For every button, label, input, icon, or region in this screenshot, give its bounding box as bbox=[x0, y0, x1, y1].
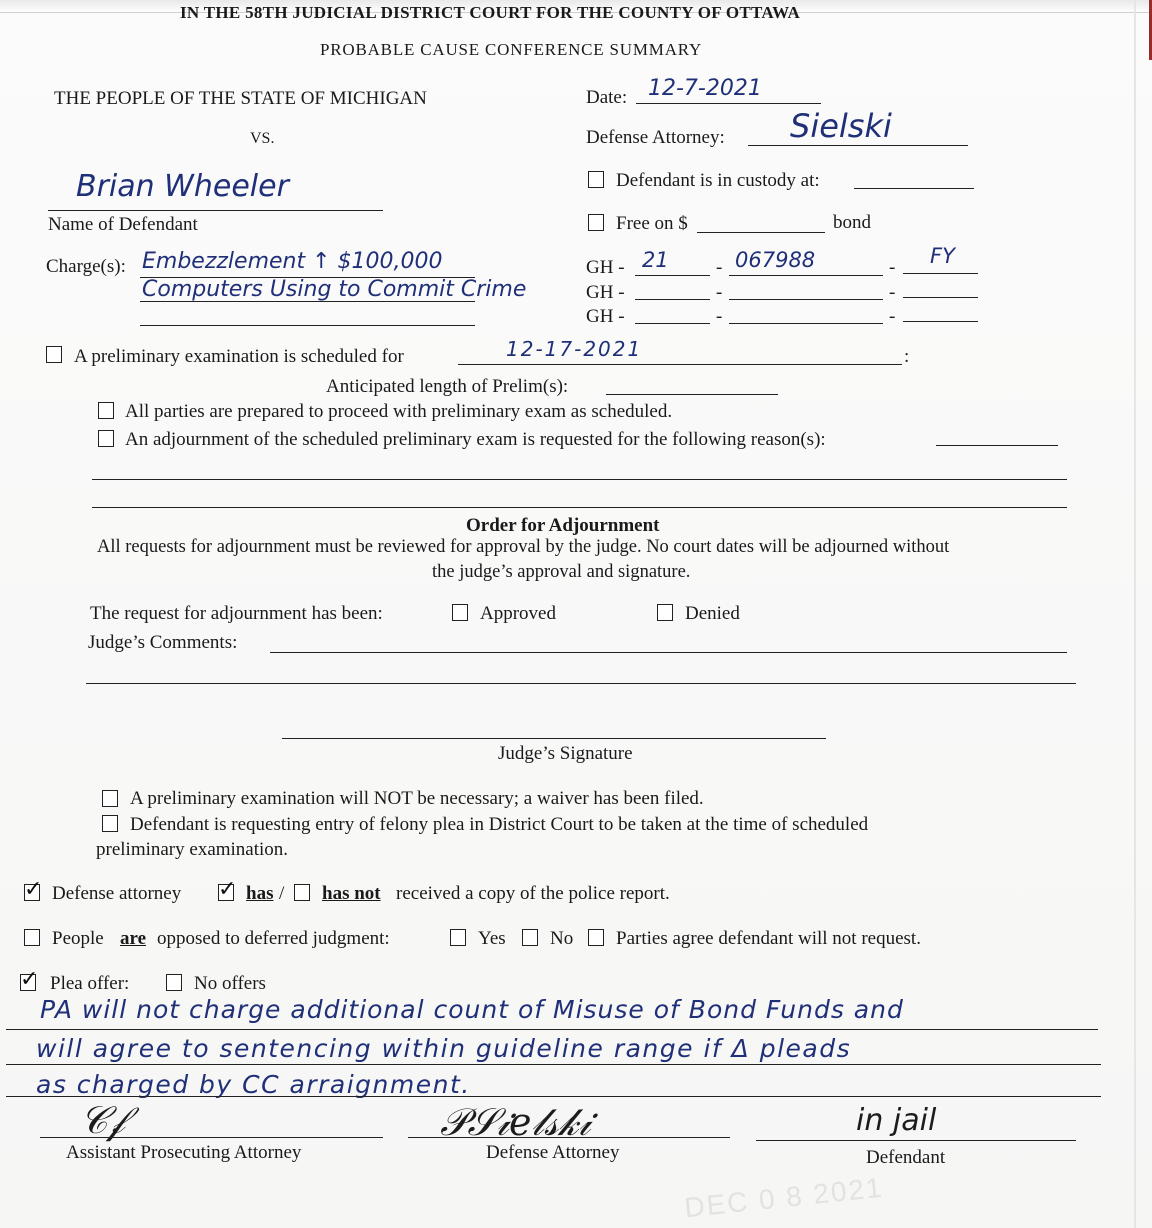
police-report-prefix: Defense attorney bbox=[52, 883, 182, 904]
case-suffix-1[interactable]: FY bbox=[930, 244, 955, 268]
plea-line-2 bbox=[6, 1064, 1101, 1065]
case-number-1[interactable]: 067988 bbox=[735, 248, 816, 272]
defense-signature-line bbox=[408, 1137, 730, 1138]
date-value[interactable]: 12-7-2021 bbox=[648, 76, 762, 101]
case-number-3-line bbox=[729, 323, 883, 324]
yes-checkbox[interactable] bbox=[450, 929, 466, 946]
prosecutor-signature: 𝒞𝒻 bbox=[80, 1098, 125, 1142]
free-on-bond-checkbox[interactable] bbox=[588, 214, 604, 231]
bond-amount-line bbox=[697, 232, 825, 233]
judge-comments-label: Judge’s Comments: bbox=[88, 632, 238, 653]
no-label: No bbox=[550, 928, 574, 949]
charge-line-1[interactable]: Embezzlement ↑ $100,000 bbox=[142, 249, 443, 274]
no-offers-label: No offers bbox=[194, 973, 266, 994]
free-on-label: Free on $ bbox=[616, 213, 688, 234]
plea-text-line-2[interactable]: will agree to sentencing within guideline range if Δ pleads bbox=[36, 1034, 852, 1063]
prosecutor-label: Assistant Prosecuting Attorney bbox=[66, 1142, 302, 1163]
charge-line-2-rule bbox=[140, 301, 475, 302]
case-year-2-line bbox=[635, 299, 710, 300]
defendant-name-label: Name of Defendant bbox=[48, 214, 198, 235]
parties-agree-checkbox[interactable] bbox=[588, 929, 604, 946]
case-suffix-1-line bbox=[903, 273, 978, 274]
adjournment-requested-label: An adjournment of the scheduled preliminary exam is requested for the following reason(s): bbox=[125, 429, 826, 450]
yes-label: Yes bbox=[478, 928, 506, 949]
case-suffix-2-line bbox=[903, 297, 978, 298]
custody-checkbox[interactable] bbox=[588, 171, 604, 188]
adjournment-requested-checkbox[interactable] bbox=[98, 430, 114, 447]
form-title: PROBABLE CAUSE CONFERENCE SUMMARY bbox=[320, 40, 703, 59]
police-report-suffix: received a copy of the police report. bbox=[396, 883, 670, 904]
prelim-scheduled-label: A preliminary examination is scheduled for bbox=[74, 346, 404, 367]
has-label: has bbox=[246, 883, 274, 904]
charge-line-2[interactable]: Computers Using to Commit Crime bbox=[142, 277, 527, 302]
defendant-signature-note: in jail bbox=[856, 1103, 937, 1138]
case-suffix-3-line bbox=[903, 321, 978, 322]
no-checkbox[interactable] bbox=[522, 929, 538, 946]
defense-label: Defense Attorney bbox=[486, 1142, 620, 1163]
denied-label: Denied bbox=[685, 603, 740, 624]
custody-line bbox=[854, 188, 974, 189]
case-prefix-3: GH - bbox=[586, 306, 625, 327]
case-year-1[interactable]: 21 bbox=[642, 248, 669, 272]
case-year-1-line bbox=[635, 275, 710, 276]
deferred-suffix: opposed to deferred judgment: bbox=[157, 928, 390, 949]
prosecutor-signature-line bbox=[40, 1137, 383, 1138]
case-dash: - bbox=[889, 282, 896, 303]
custody-label: Defendant is in custody at: bbox=[616, 170, 820, 191]
slash: / bbox=[279, 883, 285, 904]
order-text-1: All requests for adjournment must be reviewed for approval by the judge. No court dates will be adjourned without bbox=[97, 537, 950, 557]
order-title: Order for Adjournment bbox=[466, 515, 660, 536]
defense-attorney-line bbox=[748, 145, 968, 146]
has-not-label: has not bbox=[322, 883, 381, 904]
case-dash: - bbox=[716, 306, 723, 327]
judge-comments-line-1 bbox=[270, 652, 1067, 653]
page-fold bbox=[1134, 0, 1136, 1228]
has-not-checkbox[interactable] bbox=[294, 884, 310, 901]
reason-line-2 bbox=[92, 507, 1067, 508]
deferred-judgment-checkbox[interactable] bbox=[24, 929, 40, 946]
approved-label: Approved bbox=[480, 603, 556, 624]
deferred-prefix: People bbox=[52, 928, 104, 949]
judge-signature-label: Judge’s Signature bbox=[498, 743, 633, 764]
judge-signature-line bbox=[282, 738, 826, 739]
prelim-length-line bbox=[606, 394, 778, 395]
case-prefix-1: GH - bbox=[586, 257, 625, 278]
prelim-date-line bbox=[458, 364, 902, 365]
received-date-stamp: DEC 0 8 2021 bbox=[682, 1171, 885, 1224]
case-prefix-2: GH - bbox=[586, 282, 625, 303]
plea-line-3 bbox=[6, 1096, 1101, 1097]
felony-plea-checkbox[interactable] bbox=[102, 815, 118, 832]
plea-text-line-1[interactable]: PA will not charge additional count of Misuse of Bond Funds and bbox=[40, 995, 904, 1024]
reason-line-0 bbox=[936, 445, 1058, 446]
plea-offer-label: Plea offer: bbox=[50, 973, 130, 994]
case-number-1-line bbox=[729, 275, 883, 276]
police-report-checkbox[interactable] bbox=[24, 884, 40, 901]
plaintiff-name: THE PEOPLE OF THE STATE OF MICHIGAN bbox=[54, 88, 427, 109]
approved-checkbox[interactable] bbox=[452, 604, 468, 621]
prelim-date-value[interactable]: 12-17-2021 bbox=[506, 337, 643, 361]
case-dash: - bbox=[889, 306, 896, 327]
case-dash: - bbox=[716, 282, 723, 303]
felony-plea-label-1: Defendant is requesting entry of felony plea in District Court to be taken at the time of scheduled bbox=[130, 814, 869, 835]
waiver-checkbox[interactable] bbox=[102, 790, 118, 807]
case-dash: - bbox=[889, 257, 896, 278]
prelim-length-label: Anticipated length of Prelim(s): bbox=[326, 376, 569, 397]
judge-comments-line-2 bbox=[86, 683, 1076, 684]
versus-label: VS. bbox=[250, 130, 275, 147]
plea-line-1 bbox=[6, 1029, 1098, 1030]
defense-attorney-value[interactable]: Sielski bbox=[790, 107, 892, 145]
waiver-label: A preliminary examination will NOT be necessary; a waiver has been filed. bbox=[130, 788, 704, 809]
denied-checkbox[interactable] bbox=[657, 604, 673, 621]
plea-text-line-3[interactable]: as charged by CC arraignment. bbox=[36, 1070, 471, 1099]
charges-label: Charge(s): bbox=[46, 256, 126, 277]
defense-attorney-label: Defense Attorney: bbox=[586, 127, 725, 148]
no-offers-checkbox[interactable] bbox=[166, 974, 182, 991]
prelim-scheduled-checkbox[interactable] bbox=[46, 346, 62, 363]
parties-agree-label: Parties agree defendant will not request. bbox=[616, 928, 921, 949]
date-label: Date: bbox=[586, 87, 628, 108]
case-number-2-line bbox=[729, 299, 883, 300]
felony-plea-label-2: preliminary examination. bbox=[96, 839, 289, 860]
reason-line-1 bbox=[92, 479, 1067, 480]
deferred-are: are bbox=[120, 928, 147, 949]
date-line bbox=[636, 103, 821, 104]
defense-signature: 𝒫𝒮𝒾𝑒𝓁𝓈𝓀𝒾 bbox=[440, 1100, 591, 1144]
court-header: IN THE 58TH JUDICIAL DISTRICT COURT FOR THE COUNTY OF OTTAWA bbox=[180, 3, 801, 22]
plea-offer-checkbox[interactable] bbox=[20, 974, 36, 991]
request-label: The request for adjournment has been: bbox=[90, 603, 383, 624]
order-text-2: the judge’s approval and signature. bbox=[432, 562, 691, 582]
all-parties-checkbox[interactable] bbox=[98, 402, 114, 419]
colon: : bbox=[904, 346, 910, 367]
case-year-3-line bbox=[635, 323, 710, 324]
defendant-label: Defendant bbox=[866, 1147, 946, 1168]
has-checkbox[interactable] bbox=[218, 884, 234, 901]
bond-label: bond bbox=[833, 212, 871, 233]
all-parties-label: All parties are prepared to proceed with preliminary exam as scheduled. bbox=[125, 401, 673, 422]
defendant-name-value[interactable]: Brian Wheeler bbox=[76, 169, 289, 204]
charge-line-3-rule bbox=[140, 325, 475, 326]
defendant-name-line bbox=[48, 210, 383, 211]
defendant-signature-line bbox=[756, 1140, 1076, 1141]
case-dash: - bbox=[716, 257, 723, 278]
